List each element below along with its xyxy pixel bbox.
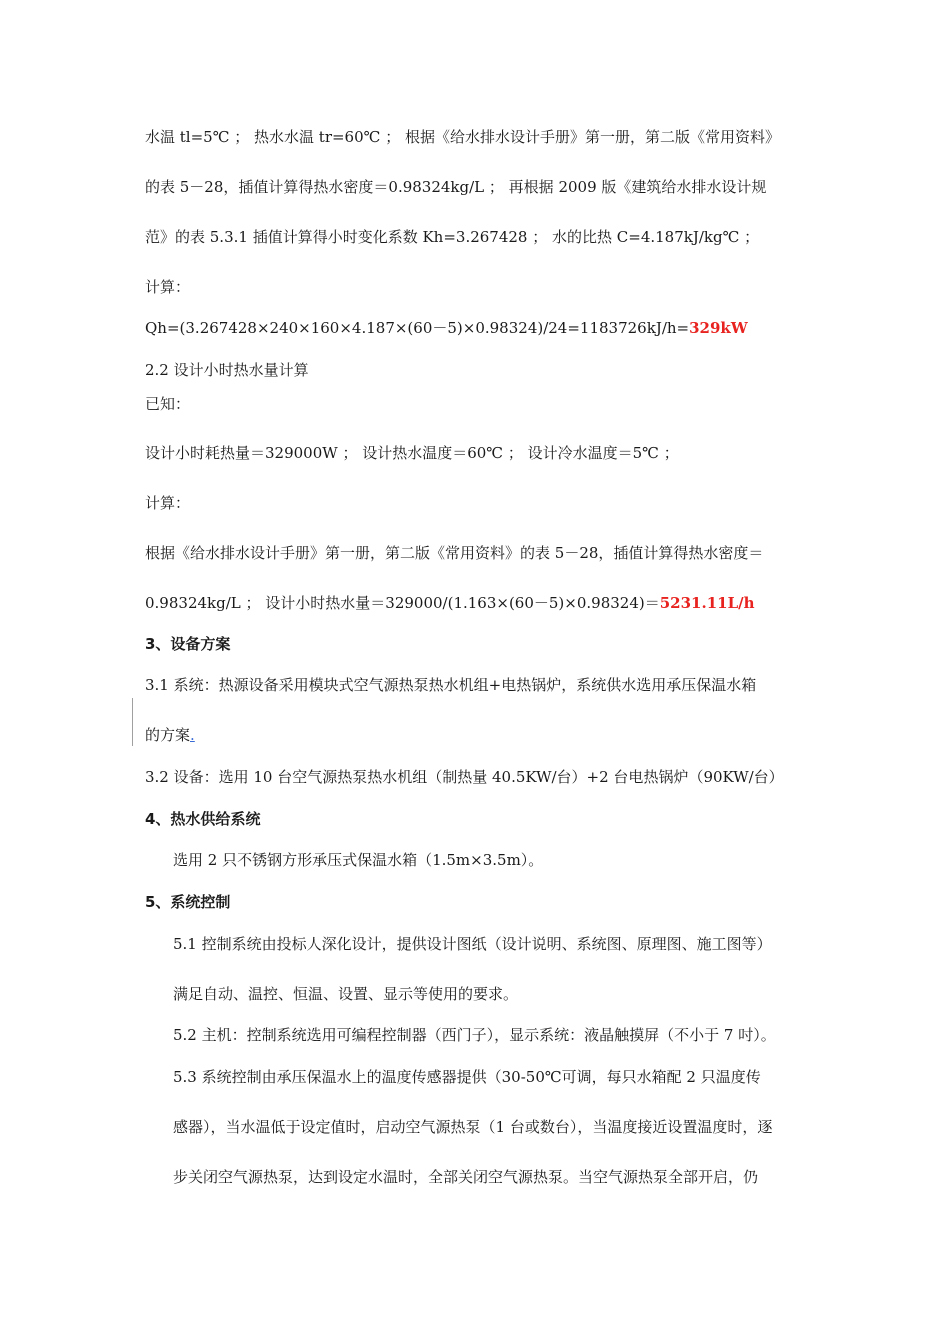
text-line-3-1: 3.1 系统：热源设备采用模块式空气源热泵热水机组+电热锅炉，系统供水选用承压保温水箱: [145, 676, 757, 694]
text-line-5-3: 5.3 系统控制由承压保温水上的温度传感器提供（30-50℃可调，每只水箱配 2 只温度传: [173, 1068, 761, 1086]
formula-hot-water: [145, 593, 755, 613]
section-heading-2-2: 2.2 设计小时热水量计算: [145, 361, 309, 379]
text-line-2: 的表 5－28，插值计算得热水密度＝0.98324kg/L ； 再根据 2009 版《建筑给水排水设计规: [145, 178, 767, 196]
known-label: 已知：: [145, 395, 191, 413]
text-line-3: 范》的表 5.3.1 插值计算得小时变化系数 Kh=3.267428 ； 水的比热 C=4.187kJ/kg℃ ；: [145, 228, 760, 246]
text-line-design-values: 设计小时耗热量＝329000W ； 设计热水温度＝60℃ ； 设计冷水温度＝5℃ ；: [145, 444, 679, 462]
text-line-5-3-cont-1: 感器），当水温低于设定值时，启动空气源热泵（1 台或数台），当温度接近设置温度时，逐: [173, 1118, 773, 1136]
text-line-density: 根据《给水排水设计手册》第一册，第二版《常用资料》的表 5－28，插值计算得热水密度＝: [145, 544, 764, 562]
calc-label-1: 计算：: [145, 278, 191, 296]
text-line-5-2: 5.2 主机：控制系统选用可编程控制器（西门子），显示系统：液晶触摸屏（不小于 7 吋）。: [173, 1026, 776, 1044]
text-line-5-1: 5.1 控制系统由投标人深化设计，提供设计图纸（设计说明、系统图、原理图、施工图等）: [173, 935, 772, 953]
calc-label-2: 计算：: [145, 494, 191, 512]
formula-qh-result: 329kW: [689, 319, 748, 337]
text-line-tanks: 选用 2 只不锈钢方形承压式保温水箱（1.5m×3.5m）。: [173, 851, 544, 869]
text-line-3-1-cont: [145, 725, 195, 745]
text-line-5-3-cont-2: 步关闭空气源热泵，达到设定水温时，全部关闭空气源热泵。当空气源热泵全部开启，仍: [173, 1168, 759, 1186]
text-line-3-1-cont-text: 的方案: [145, 726, 191, 744]
link-mark[interactable]: .: [190, 726, 195, 744]
text-line-5-1-cont: 满足自动、温控、恒温、设置、显示等使用的要求。: [173, 985, 519, 1003]
text-cursor-bar: [132, 698, 133, 746]
heading-equipment-plan: 3、设备方案: [145, 635, 231, 653]
formula-hot-water-text: 0.98324kg/L ； 设计小时热水量＝329000/(1.163×(60－5)×0.98324)＝: [145, 594, 660, 612]
formula-qh: [145, 318, 748, 338]
formula-qh-text: Qh=(3.267428×240×160×4.187×(60－5)×0.98324)/24=1183726kJ/h=: [145, 319, 690, 337]
text-line-3-2: 3.2 设备：选用 10 台空气源热泵热水机组（制热量 40.5KW/台）+2 台电热锅炉（90KW/台）: [145, 768, 784, 786]
heading-hot-water-supply: 4、热水供给系统: [145, 810, 261, 828]
formula-hot-water-result: 5231.11L/h: [659, 594, 755, 612]
text-line-1: 水温 tl=5℃ ； 热水水温 tr=60℃ ； 根据《给水排水设计手册》第一册，第二版《常用资料》: [145, 128, 780, 146]
heading-system-control: 5、系统控制: [145, 893, 231, 911]
